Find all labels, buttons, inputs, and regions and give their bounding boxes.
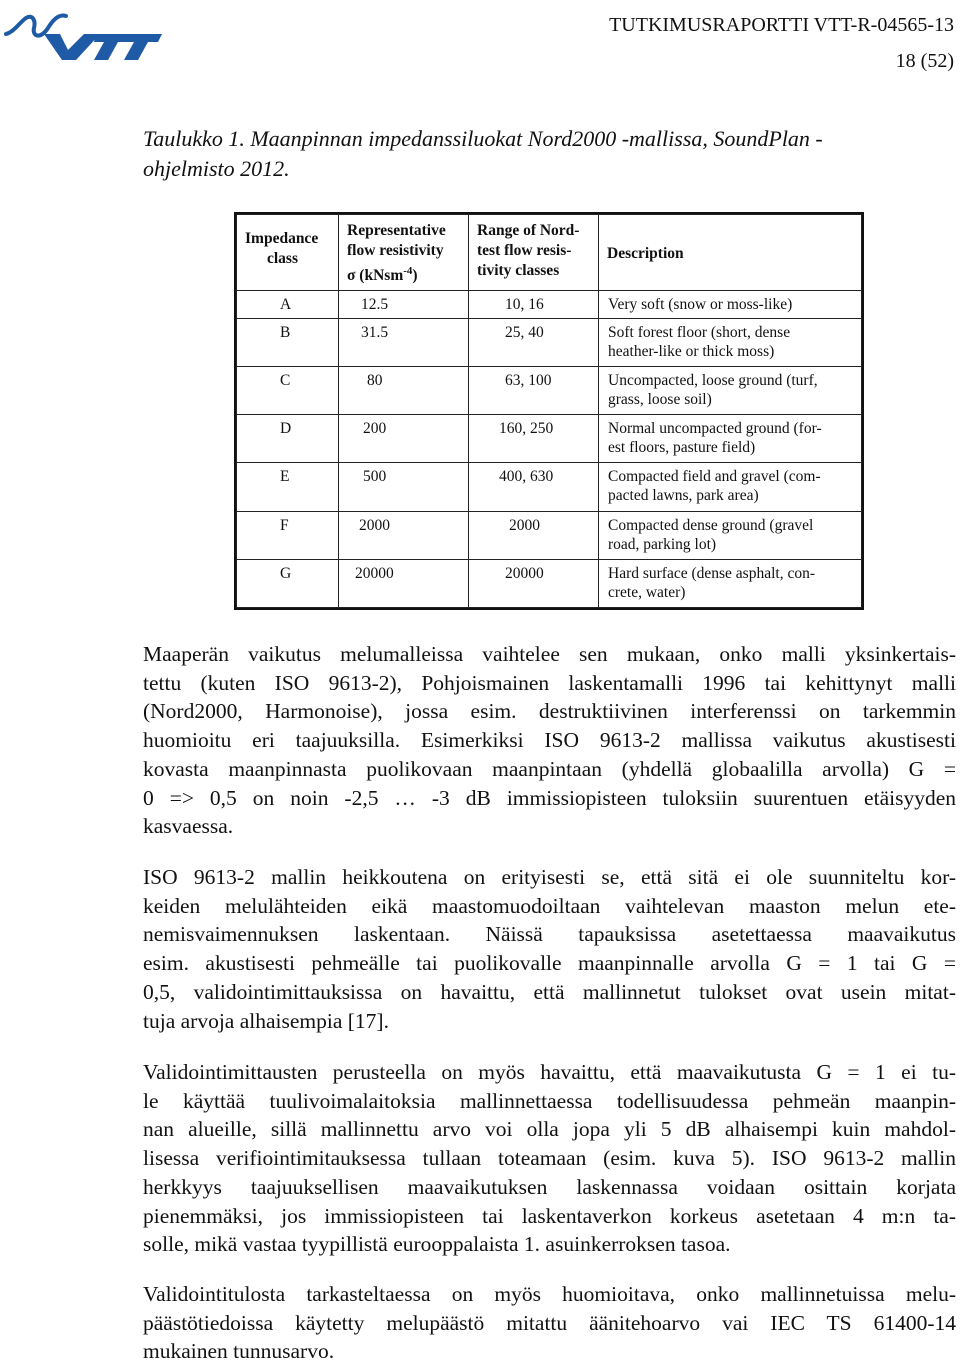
text-line: päästötiedoissa käytetty melupäästö mitattu äänitehoarvo vai IEC TS 61400-14: [143, 1310, 956, 1335]
text-line: esim. akustisesti pehmeälle tai puolikovalle maanpinnalle arvolla G = 1 tai G =: [143, 951, 956, 976]
paragraph: [143, 640, 956, 841]
sigma-close: ): [412, 267, 418, 284]
table-row: [237, 463, 862, 511]
cell-class: A: [237, 291, 339, 319]
table-header-row: [237, 215, 862, 291]
cell-class: D: [237, 415, 339, 463]
table-row: [237, 559, 862, 607]
cell-description: [599, 291, 862, 319]
text-line: keiden melulähteiden eikä maastomuodoiltaan vaihtelevan maaston melun ete-: [143, 893, 956, 918]
cell-representative: 2000: [339, 511, 469, 559]
cell-range: 2000: [469, 511, 599, 559]
cell-class: G: [237, 559, 339, 607]
cell-description: [599, 318, 862, 366]
cell-representative: 200: [339, 415, 469, 463]
text-line: Maaperän vaikutus melumalleissa vaihtelee sen mukaan, onko malli yksinkertais-: [143, 642, 956, 666]
cell-range: 63, 100: [469, 367, 599, 415]
cell-range: 10, 16: [469, 291, 599, 319]
table-row: [237, 318, 862, 366]
desc-line: crete, water): [608, 583, 686, 601]
text-line: herkkyys taajuuksellisen maavaikutuksen laskennassa voidaan osittain korjata: [143, 1174, 956, 1199]
text-line: Validointimittausten perusteella on myös havaittu, että maavaikutusta G = 1 ei tu-: [143, 1060, 956, 1084]
header-line: Range of Nord-: [477, 222, 580, 239]
text-line: nan alueille, sillä mallinnettu arvo voi olla jopa yli 5 dB alhaisempi kuin mahdol-: [143, 1117, 956, 1142]
cell-range: 20000: [469, 559, 599, 607]
cell-representative: 500: [339, 463, 469, 511]
vtt-logo-graphic: [4, 4, 164, 60]
desc-line: Hard surface (dense asphalt, con-: [608, 564, 816, 582]
header-line: tivity classes: [477, 262, 560, 279]
cell-description: [599, 415, 862, 463]
text-line: ISO 9613-2 mallin heikkoutena on erityisesti se, että sitä ei ole suunniteltu kor-: [143, 865, 956, 889]
cell-description: [599, 367, 862, 415]
text-line: kasvaessa.: [143, 814, 234, 839]
header-line: Description: [607, 244, 684, 262]
table-row: [237, 511, 862, 559]
desc-line: Normal uncompacted ground (for-: [608, 420, 822, 438]
cell-class: F: [237, 511, 339, 559]
cell-class: E: [237, 463, 339, 511]
header-description: [599, 215, 862, 291]
cell-class: B: [237, 318, 339, 366]
paragraph: [143, 1058, 956, 1259]
impedance-table: [234, 212, 864, 610]
text-line: mukainen tunnusarvo.: [143, 1339, 335, 1364]
table-row: [237, 367, 862, 415]
desc-line: Uncompacted, loose ground (turf,: [608, 372, 818, 390]
cell-range: 25, 40: [469, 318, 599, 366]
desc-line: grass, loose soil): [608, 391, 712, 409]
text-line: le käyttää tuulivoimalaitoksia mallinnettaessa todellisuudessa pehmeän maanpin-: [143, 1088, 956, 1113]
text-line: huomioitu eri taajuuksilla. Esimerkiksi ISO 9613-2 mallissa vaikutus akustisesti: [143, 728, 956, 753]
cell-range: 400, 630: [469, 463, 599, 511]
sigma-exponent: -4: [403, 265, 413, 277]
desc-line: pacted lawns, park area): [608, 487, 759, 505]
text-line: 0 => 0,5 on noin -2,5 … -3 dB immissiopisteen tuloksiin suurentuen etäisyyden: [143, 785, 956, 810]
header-representative-resistivity: [339, 215, 469, 291]
cell-class: C: [237, 367, 339, 415]
page-number: 18 (52): [895, 50, 954, 72]
text-line: kovasta maanpinnasta puolikovaan maanpintaan (yhdellä globaalilla arvolla) G =: [143, 756, 956, 781]
header-line: class: [267, 250, 298, 267]
impedance-table-grid: [236, 214, 862, 608]
text-line: nemisvaimennuksen laskentaan. Näissä tapauksissa asetettaessa maavaikutus: [143, 922, 956, 947]
header-impedance-class: [237, 215, 339, 291]
header-line: Impedance: [245, 230, 319, 247]
header-line: Representative: [347, 222, 446, 239]
text-line: tuja arvoja alhaisempia [17].: [143, 1008, 389, 1033]
paragraph: [143, 1280, 956, 1366]
sigma-text: σ (kNsm: [347, 267, 404, 284]
desc-line: road, parking lot): [608, 535, 717, 553]
cell-description: [599, 559, 862, 607]
desc-line: Compacted field and gravel (com-: [608, 468, 821, 486]
sigma-label: [347, 261, 462, 286]
table-row: [237, 291, 862, 319]
table-caption: [143, 124, 955, 184]
desc-line: Soft forest floor (short, dense: [608, 323, 791, 341]
cell-representative: 20000: [339, 559, 469, 607]
header-range-nordtest: [469, 215, 599, 291]
caption-line: ohjelmisto 2012.: [143, 156, 290, 181]
cell-representative: 12.5: [339, 291, 469, 319]
text-line: tettu (kuten ISO 9613-2), Pohjoismainen laskentamalli 1996 tai kehittynyt malli: [143, 670, 956, 695]
text-line: pienemmäksi, jos immissiopisteen tai laskentaverkon korkeus asetetaan 4 m:n ta-: [143, 1203, 956, 1228]
desc-line: est floors, pasture field): [608, 439, 756, 457]
report-id: TUTKIMUSRAPORTTI VTT-R-04565-13: [609, 14, 954, 36]
text-line: solle, mikä vastaa tyypillistä eurooppalaista 1. asuinkerroksen tasoa.: [143, 1232, 731, 1257]
header-line: flow resistivity: [347, 242, 444, 259]
paragraph: [143, 863, 956, 1035]
text-line: Validointitulosta tarkasteltaessa on myös huomioitava, onko mallinnetuissa melu-: [143, 1282, 956, 1306]
caption-line: Taulukko 1. Maanpinnan impedanssiluokat Nord2000 -mallissa, SoundPlan -: [143, 126, 823, 151]
text-line: lisessa verifiointimitauksessa tullaan toteamaan (esim. kuva 5). ISO 9613-2 mallin: [143, 1146, 956, 1171]
text-line: 0,5, validointimittauksissa on havaittu, että mallinnetut tulokset ovat usein mitat-: [143, 979, 956, 1004]
desc-line: heather-like or thick moss): [608, 342, 775, 360]
cell-description: [599, 511, 862, 559]
table-row: [237, 415, 862, 463]
text-line: (Nord2000, Harmonoise), jossa esim. destruktiivinen interferenssi on tarkemmin: [143, 699, 956, 724]
desc-line: Compacted dense ground (gravel: [608, 516, 814, 534]
cell-representative: 80: [339, 367, 469, 415]
cell-description: [599, 463, 862, 511]
cell-range: 160, 250: [469, 415, 599, 463]
vtt-logo: [4, 4, 164, 60]
cell-representative: 31.5: [339, 318, 469, 366]
header-line: test flow resis-: [477, 242, 572, 259]
desc-line: Very soft (snow or moss-like): [608, 296, 793, 313]
